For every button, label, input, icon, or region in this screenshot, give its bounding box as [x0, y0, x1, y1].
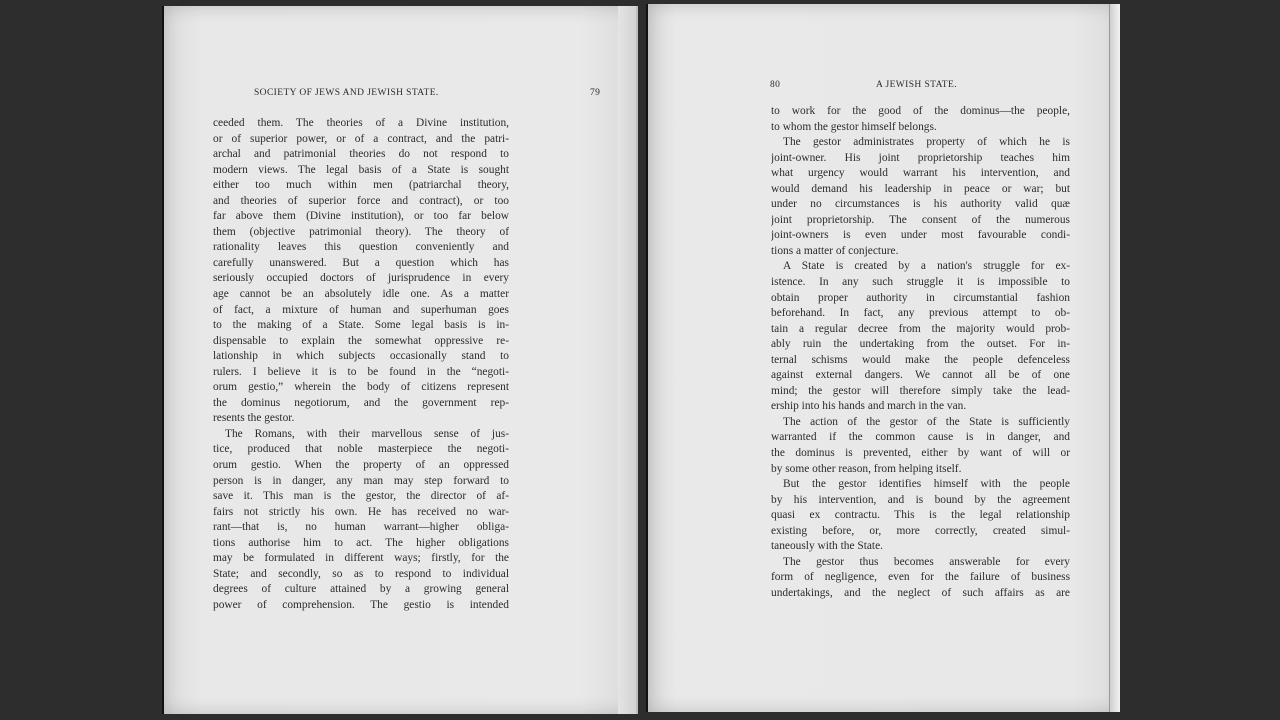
text-line: far above them (Divine institution), or too far below [213, 210, 509, 223]
text-line: person is in danger, any man may step forward to [213, 474, 509, 487]
text-line: tice, produced that noble masterpiece the negoti- [213, 443, 509, 456]
text-line: joint-owners is even under most favourable condi- [771, 229, 1070, 242]
text-line: ternal schisms would make the people defenceless [771, 353, 1070, 366]
text-line: The gestor administrates property of which he is [783, 136, 1070, 149]
text-line: modern views. The legal basis of a State is sought [213, 163, 509, 176]
text-line: ership into his hands and march in the van. [771, 400, 967, 413]
text-line: power of comprehension. The gestio is intended [213, 598, 509, 611]
body-text [771, 104, 1070, 602]
page-number: 80 [770, 80, 781, 90]
text-line: orum gestio,” wherein the body of citizens represent [213, 381, 509, 394]
text-line: by his intervention, and is bound by the agreement [771, 493, 1070, 506]
text-line: The gestor thus becomes answerable for every [783, 555, 1070, 568]
left-book-page [162, 6, 638, 714]
text-line: obtain proper authority in circumstantial fashion [771, 291, 1070, 304]
text-line: beforehand. In fact, any previous attempt to ob- [771, 307, 1070, 320]
text-line: tions authorise him to act. The higher obligations [213, 536, 509, 549]
text-line: ceeded them. The theories of a Divine institution, [213, 117, 509, 129]
text-line: rulers. I believe it is to be found in the “negoti- [213, 365, 509, 378]
text-line: The action of the gestor of the State is sufficiently [783, 415, 1070, 428]
text-line: archal and patrimonial theories do not respond to [213, 148, 509, 161]
text-line: what urgency would warrant his intervention, and [771, 167, 1070, 180]
text-line: quasi ex contractu. This is the legal relationship [771, 509, 1070, 522]
text-line: age cannot be an absolutely idle one. As a matter [213, 288, 509, 301]
page-number: 79 [590, 88, 601, 98]
text-line: degrees of culture attained by a growing general [213, 583, 509, 596]
running-title: SOCIETY OF JEWS AND JEWISH STATE. [254, 88, 439, 98]
text-line: seriously occupied doctors of jurisprudence in every [213, 272, 509, 285]
text-line: tions a matter of conjecture. [771, 244, 899, 257]
text-line: to the making of a State. Some legal basis is in- [213, 319, 509, 332]
text-line: fairs not strictly his own. He has received no war- [213, 505, 509, 518]
text-line: may be formulated in different ways; firstly, for the [213, 552, 509, 565]
page-edge [1109, 4, 1120, 712]
text-line: the dominus negotiorum, and the government rep- [213, 396, 509, 409]
text-line: undertakings, and the neglect of such affairs as are [771, 586, 1070, 599]
body-text [213, 116, 509, 614]
text-line: by some other reason, from helping itself. [771, 462, 962, 475]
text-line: A State is created by a nation's struggle for ex- [783, 260, 1070, 273]
text-line: rationality leaves this question conveniently and [213, 241, 509, 254]
text-line: either too much within men (patriarchal theory, [213, 179, 509, 192]
text-line: tain a regular decree from the majority would prob- [771, 322, 1070, 335]
text-line: would demand his leadership in peace or war; but [771, 182, 1070, 195]
text-line: to work for the good of the dominus—the people, [771, 105, 1070, 117]
right-book-page [646, 4, 1120, 712]
text-line: orum gestio. When the property of an oppressed [213, 459, 509, 472]
text-line: existing before, or, more correctly, created simul- [771, 524, 1070, 537]
text-line: The Romans, with their marvellous sense of jus- [225, 427, 509, 440]
text-line: against external dangers. We cannot all be of one [771, 369, 1070, 382]
text-line: ably ruin the undertaking from the outset. For in- [771, 338, 1070, 351]
page-gutter-shadow [618, 6, 636, 714]
text-line: and theories of superior force and contract), or too [213, 194, 509, 207]
text-line: warranted if the common cause is in danger, and [771, 431, 1070, 444]
text-line: the dominus is prevented, either by want of will or [771, 447, 1070, 460]
text-line: or of superior power, or of a contract, and the patri- [213, 132, 509, 145]
text-line: form of negligence, even for the failure of business [771, 571, 1070, 584]
running-title: A JEWISH STATE. [876, 80, 957, 90]
text-line: rant—that is, no human warrant—higher obliga- [213, 521, 509, 534]
text-line: under no circumstances is his authority valid quæ [771, 198, 1070, 211]
text-line: lationship in which subjects occasionally stand to [213, 350, 509, 363]
text-line: taneously with the State. [771, 540, 883, 553]
text-line: carefully unanswered. But a question which has [213, 256, 509, 269]
text-line: joint proprietorship. The consent of the numerous [771, 213, 1070, 226]
text-line: mind; the gestor will therefore simply take the lead- [771, 384, 1070, 397]
text-line: resents the gestor. [213, 412, 295, 425]
text-line: to whom the gestor himself belongs. [771, 120, 937, 133]
text-line: of fact, a mixture of human and superhuman goes [213, 303, 509, 316]
text-line: them (objective patrimonial theory). The theory of [213, 225, 509, 238]
text-line: But the gestor identifies himself with the people [783, 478, 1070, 491]
text-line: save it. This man is the gestor, the director of af- [213, 490, 509, 503]
text-line: dispensable to explain the somewhat oppressive re- [213, 334, 509, 347]
text-line: State; and secondly, so as to respond to individual [213, 567, 509, 580]
text-line: istence. In any such struggle it is impossible to [771, 276, 1070, 289]
text-line: joint-owner. His joint proprietorship teaches him [771, 151, 1070, 164]
